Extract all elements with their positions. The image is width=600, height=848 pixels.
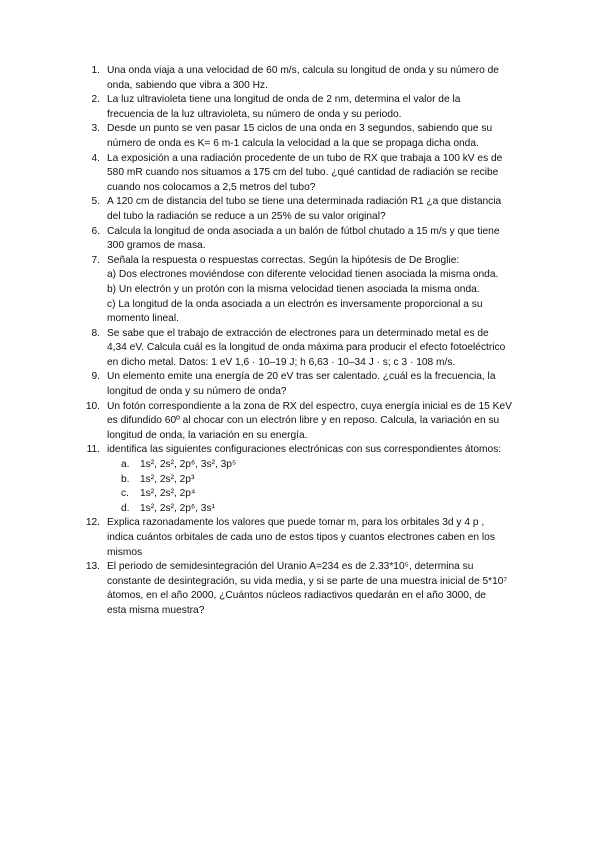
question-number: 11. <box>86 444 100 456</box>
question-text-line: número de onda es K= 6 m-1 calcula la velocidad a la que se propaga dicha onda. <box>107 137 479 149</box>
question-number: 4. <box>91 152 100 164</box>
question-text-line: es difundido 60º al chocar con un electrón libre y en reposo. Calcula, la variación en su <box>107 415 500 427</box>
electron-configuration: 1s², 2s², 2p³ <box>140 473 195 485</box>
question-item <box>80 195 550 224</box>
question-number: 7. <box>91 254 100 266</box>
question-text-line: 4,34 eV. Calcula cuál es la longitud de onda máxima para producir el efecto fotoeléctrico <box>107 342 506 354</box>
question-text-line: indica cuántos orbitales de cada uno de estos tipos y cuantos electrones caben en los <box>107 532 495 543</box>
question-number: 9. <box>91 371 100 383</box>
question-text-line: átomos, en el año 2000, ¿Cuántos núcleos radiactivos quedarán en el año 3000, de <box>107 590 486 602</box>
question-text-line: Explica razonadamente los valores que puede tomar m, para los orbitales 3d y 4 p , <box>107 517 485 529</box>
question-text-line: a) Dos electrones moviéndose con diferente velocidad tienen asociada la misma onda. <box>107 269 499 281</box>
sub-item-letter: d. <box>121 502 130 514</box>
question-text-line: longitud de onda, la variación en su energía. <box>107 429 308 441</box>
question-list <box>80 64 550 619</box>
question-text-line: frecuencia de la luz ultravioleta, su número de onda y su periodo. <box>107 108 402 120</box>
question-number: 6. <box>91 225 100 237</box>
question-text-line: esta misma muestra? <box>107 604 205 616</box>
question-item <box>80 370 550 399</box>
question-text-line: Un fotón correspondiente a la zona de RX del espectro, cuya energía inicial es de 15 KeV <box>107 400 512 412</box>
question-text-line: 580 mR cuando nos situamos a 175 cm del tubo. ¿qué cantidad de radiación se recibe <box>107 167 499 179</box>
question-text-line: momento lineal. <box>107 313 179 325</box>
question-text-line: La luz ultravioleta tiene una longitud de onda de 2 nm, determina el valor de la <box>107 94 461 106</box>
question-text-line: c) La longitud de la onda asociada a un electrón es inversamente proporcional a su <box>107 298 483 310</box>
question-text-line: 300 gramos de masa. <box>107 240 206 252</box>
question-item <box>80 443 550 516</box>
question-text-line: longitud de onda y su número de onda? <box>107 386 287 398</box>
question-text-line: cuando nos colocamos a 2,5 metros del tubo? <box>107 181 316 193</box>
question-text-line: Se sabe que el trabajo de extracción de electrones para un determinado metal es de <box>107 327 489 339</box>
question-number: 10. <box>85 400 100 412</box>
question-text-line: identifica las siguientes configuraciones electrónicas con sus correspondientes átomos: <box>107 444 502 456</box>
question-item <box>80 400 550 444</box>
question-item <box>80 64 550 93</box>
question-item <box>80 122 550 151</box>
question-item <box>80 560 550 618</box>
sub-item <box>107 487 550 502</box>
electron-configuration: 1s², 2s², 2p⁴ <box>140 488 196 500</box>
question-text-line: Un elemento emite una energía de 20 eV tras ser calentado. ¿cuál es la frecuencia, la <box>107 371 496 383</box>
question-item <box>80 225 550 254</box>
electron-configuration: 1s², 2s², 2p⁶, 3s¹ <box>140 502 215 514</box>
question-number: 12. <box>85 517 100 529</box>
question-item <box>80 327 550 371</box>
question-number: 5. <box>91 196 100 208</box>
question-number: 13. <box>85 561 100 573</box>
question-item <box>80 93 550 122</box>
electron-configuration: 1s², 2s², 2p⁶, 3s², 3p⁵ <box>140 459 237 471</box>
sub-item-letter: a. <box>121 459 130 471</box>
sub-item <box>107 502 550 517</box>
question-text-line: Señala la respuesta o respuestas correctas. Según la hipótesis de De Broglie: <box>107 254 460 266</box>
question-text-line: Calcula la longitud de onda asociada a un balón de fútbol chutado a 15 m/s y que tiene <box>107 225 500 237</box>
sub-item <box>107 473 550 488</box>
question-text-line: del tubo la radiación se reduce a un 25% de su valor original? <box>107 210 386 222</box>
question-number: 1. <box>91 65 100 76</box>
question-text-line: La exposición a una radiación procedente de un tubo de RX que trabaja a 100 kV es de <box>107 152 503 164</box>
question-item <box>80 254 550 327</box>
question-number: 2. <box>91 94 100 106</box>
question-item <box>80 516 550 560</box>
question-item <box>80 152 550 196</box>
sub-item-letter: c. <box>121 488 129 500</box>
question-text-line: b) Un electrón y un protón con la misma velocidad tienen asociada la misma onda. <box>107 283 480 295</box>
question-text-line: Una onda viaja a una velocidad de 60 m/s, calcula su longitud de onda y su número de <box>107 65 499 76</box>
question-text-line: mismos <box>107 546 143 558</box>
question-number: 3. <box>91 123 100 135</box>
question-number: 8. <box>91 327 100 339</box>
question-text-line: Desde un punto se ven pasar 15 ciclos de una onda en 3 segundos, sabiendo que su <box>107 123 493 135</box>
question-text-line: en dicho metal. Datos: 1 eV 1,6 · 10–19 J; h 6,63 · 10–34 J · s; c 3 · 108 m/s. <box>107 356 456 368</box>
sub-item-letter: b. <box>121 473 130 485</box>
question-text-line: onda, sabiendo que vibra a 300 Hz. <box>107 79 268 91</box>
question-text-line: El periodo de semidesintegración del Uranio A=234 es de 2.33*10⁵, determina su <box>107 561 474 573</box>
sub-item <box>107 458 550 473</box>
question-text-line: constante de desintegración, su vida media, y si se parte de una muestra inicial de 5*10⁷ <box>107 575 508 587</box>
question-text-line: A 120 cm de distancia del tubo se tiene una determinada radiación R1 ¿a que distancia <box>107 196 502 208</box>
